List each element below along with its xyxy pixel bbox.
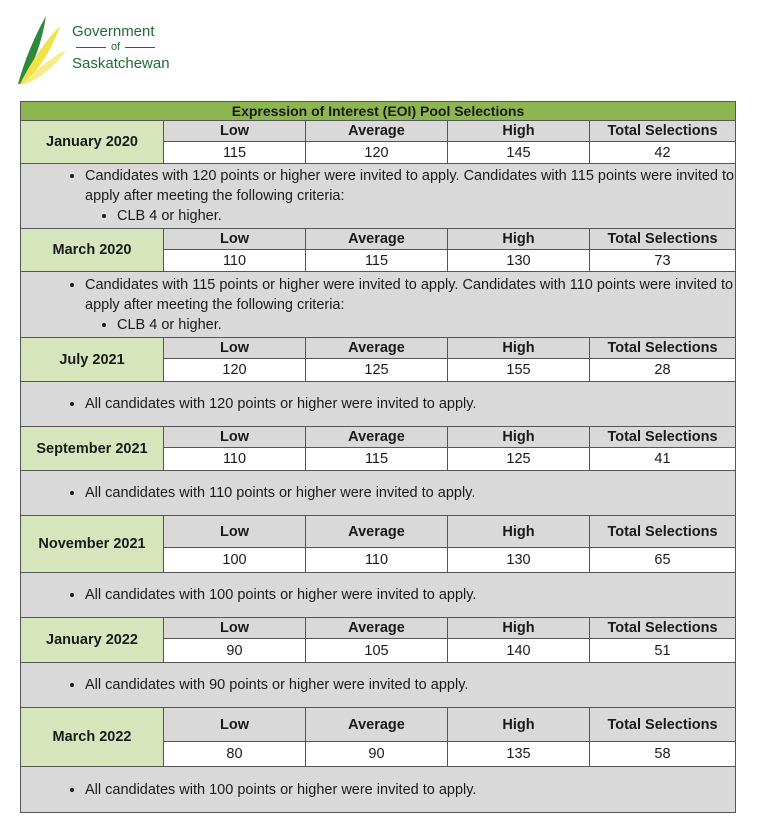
period-label: March 2022 (21, 708, 164, 767)
eoi-selections-table (20, 101, 736, 813)
period-label: January 2020 (21, 121, 164, 164)
note-list (21, 394, 735, 414)
note-list (21, 585, 735, 605)
note-sublist (85, 206, 735, 226)
column-header: High (448, 708, 590, 742)
column-header: Low (164, 516, 306, 548)
note-item: • All candidates with 90 points or higher were invited to apply. (85, 675, 735, 695)
column-header: Average (306, 121, 448, 142)
value-cell-average: 115 (306, 448, 448, 471)
column-header: High (448, 427, 590, 448)
note-cell (21, 767, 736, 813)
logo-rule-right (125, 47, 155, 48)
column-header: Low (164, 229, 306, 250)
note-subitem: • CLB 4 or higher. (117, 206, 735, 226)
note-cell (21, 382, 736, 427)
table-row (21, 338, 736, 359)
column-header: Low (164, 338, 306, 359)
value-cell-low: 120 (164, 359, 306, 382)
column-header: Total Selections (590, 338, 736, 359)
period-label: September 2021 (21, 427, 164, 471)
value-cell-average: 125 (306, 359, 448, 382)
note-item: • Candidates with 115 points or higher were invited to apply. Candidates with 110 points were invited to apply after meeting the following criteria: (85, 275, 735, 315)
note-list (21, 675, 735, 695)
note-cell (21, 164, 736, 229)
note-row (21, 471, 736, 516)
column-header: High (448, 516, 590, 548)
logo-wordmark (72, 24, 170, 71)
value-cell-total: 73 (590, 250, 736, 272)
column-header: High (448, 338, 590, 359)
note-cell (21, 272, 736, 338)
table-title-row (21, 102, 736, 121)
value-cell-low: 100 (164, 548, 306, 573)
column-header: Total Selections (590, 618, 736, 639)
table-row (21, 618, 736, 639)
note-item: • All candidates with 100 points or higher were invited to apply. (85, 585, 735, 605)
note-row (21, 573, 736, 618)
column-header: Low (164, 618, 306, 639)
note-row (21, 663, 736, 708)
column-header: Average (306, 516, 448, 548)
value-cell-high: 130 (448, 548, 590, 573)
note-sublist (85, 315, 735, 335)
value-cell-low: 110 (164, 448, 306, 471)
value-cell-total: 65 (590, 548, 736, 573)
note-row (21, 272, 736, 338)
logo-line-government: Government (72, 23, 155, 40)
table-row (21, 708, 736, 742)
column-header: Total Selections (590, 229, 736, 250)
note-item: • All candidates with 110 points or higher were invited to apply. (85, 483, 735, 503)
value-cell-total: 41 (590, 448, 736, 471)
note-cell (21, 471, 736, 516)
period-label: January 2022 (21, 618, 164, 663)
value-cell-total: 51 (590, 639, 736, 663)
value-cell-high: 145 (448, 142, 590, 164)
value-cell-high: 135 (448, 742, 590, 767)
column-header: Total Selections (590, 427, 736, 448)
column-header: Total Selections (590, 516, 736, 548)
column-header: Average (306, 427, 448, 448)
value-cell-average: 105 (306, 639, 448, 663)
column-header: Average (306, 338, 448, 359)
note-cell (21, 663, 736, 708)
value-cell-low: 110 (164, 250, 306, 272)
column-header: Low (164, 427, 306, 448)
logo-line-saskatchewan: Saskatchewan (72, 55, 170, 72)
value-cell-average: 120 (306, 142, 448, 164)
value-cell-total: 42 (590, 142, 736, 164)
logo-of-text: of (111, 41, 121, 53)
column-header: High (448, 121, 590, 142)
note-list (21, 166, 735, 226)
note-row (21, 382, 736, 427)
table-row (21, 516, 736, 548)
note-subitem: • CLB 4 or higher. (117, 315, 735, 335)
column-header: Total Selections (590, 708, 736, 742)
value-cell-average: 110 (306, 548, 448, 573)
note-item: • All candidates with 100 points or higher were invited to apply. (85, 780, 735, 800)
logo-line-of (76, 42, 170, 53)
column-header: High (448, 618, 590, 639)
note-list (21, 275, 735, 335)
period-label: November 2021 (21, 516, 164, 573)
note-row (21, 767, 736, 813)
column-header: High (448, 229, 590, 250)
column-header: Average (306, 618, 448, 639)
value-cell-high: 125 (448, 448, 590, 471)
table-row (21, 427, 736, 448)
wheat-leaf-icon (14, 12, 72, 88)
note-cell (21, 573, 736, 618)
value-cell-total: 28 (590, 359, 736, 382)
value-cell-high: 140 (448, 639, 590, 663)
table-title: Expression of Interest (EOI) Pool Selections (21, 102, 736, 121)
column-header: Low (164, 708, 306, 742)
logo-rule-left (76, 47, 106, 48)
table-row (21, 229, 736, 250)
column-header: Average (306, 708, 448, 742)
note-list (21, 780, 735, 800)
column-header: Low (164, 121, 306, 142)
note-row (21, 164, 736, 229)
note-list (21, 483, 735, 503)
period-label: July 2021 (21, 338, 164, 382)
column-header: Average (306, 229, 448, 250)
value-cell-low: 115 (164, 142, 306, 164)
period-label: March 2020 (21, 229, 164, 272)
value-cell-average: 90 (306, 742, 448, 767)
value-cell-low: 80 (164, 742, 306, 767)
note-item: • Candidates with 120 points or higher were invited to apply. Candidates with 115 points were invited to apply after meeting the following criteria: (85, 166, 735, 206)
value-cell-total: 58 (590, 742, 736, 767)
value-cell-low: 90 (164, 639, 306, 663)
table-row (21, 121, 736, 142)
column-header: Total Selections (590, 121, 736, 142)
note-item: • All candidates with 120 points or higher were invited to apply. (85, 394, 735, 414)
government-logo (14, 12, 184, 88)
value-cell-high: 130 (448, 250, 590, 272)
value-cell-average: 115 (306, 250, 448, 272)
value-cell-high: 155 (448, 359, 590, 382)
